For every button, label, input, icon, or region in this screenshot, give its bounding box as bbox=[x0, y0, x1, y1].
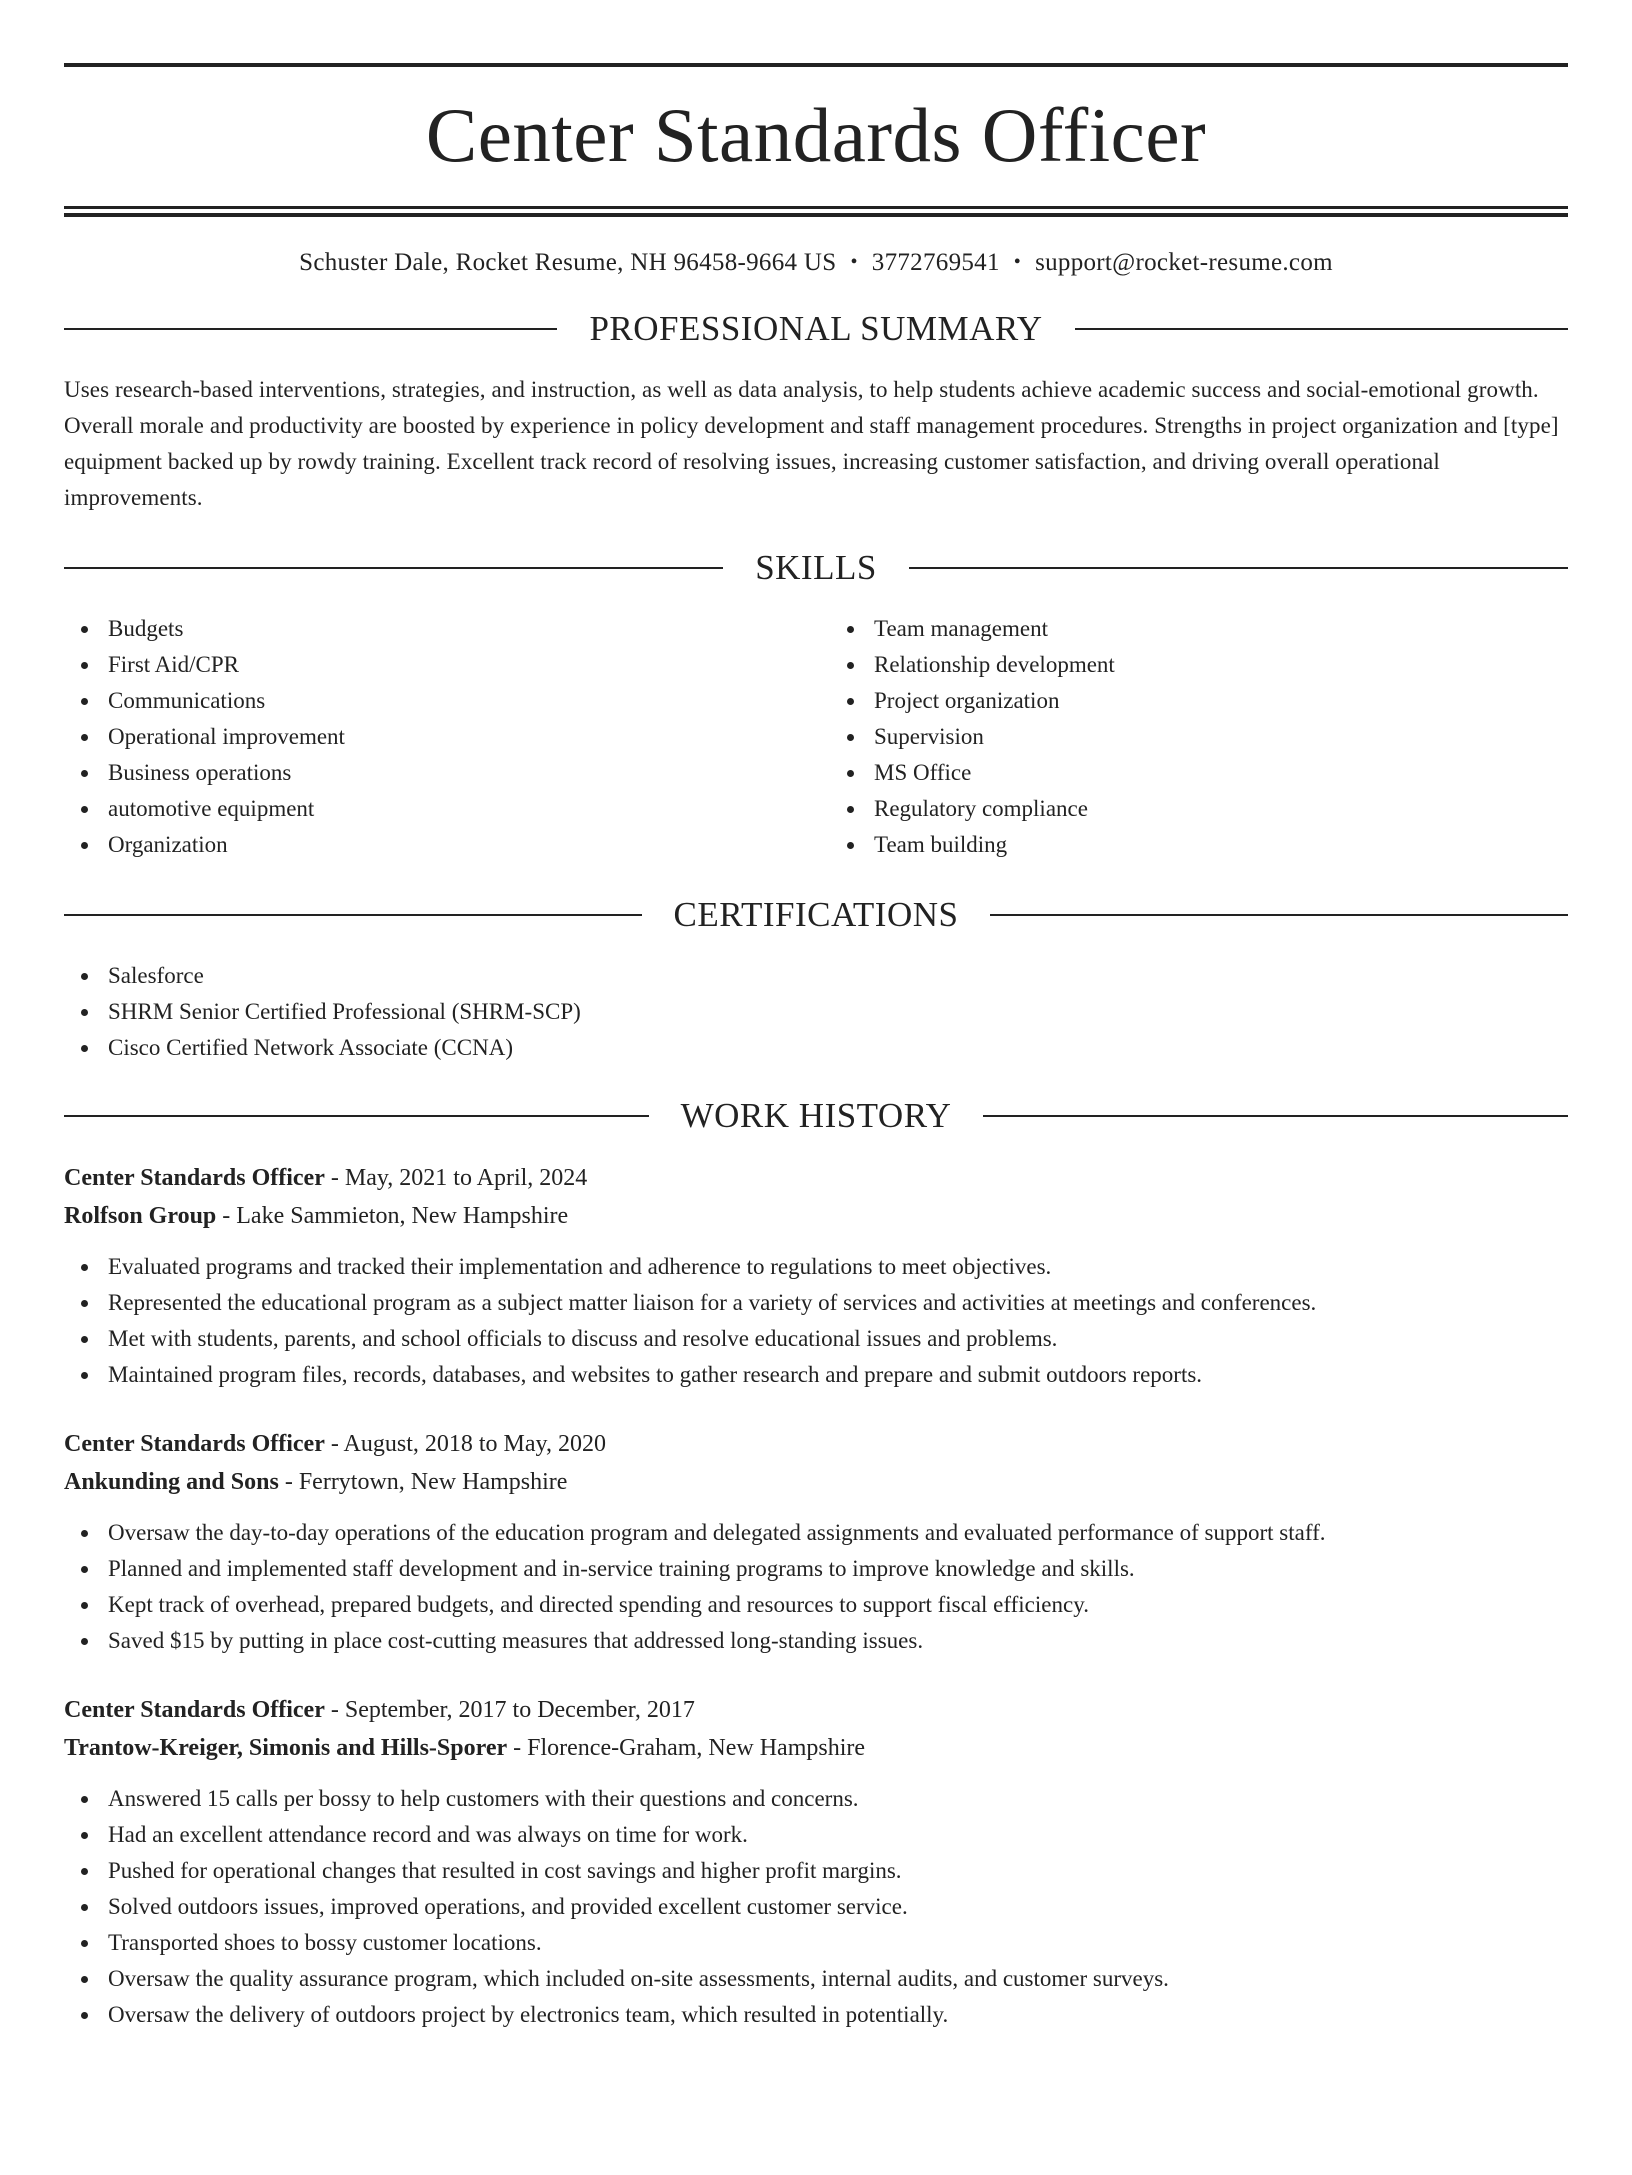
job-location: - Lake Sammieton, New Hampshire bbox=[216, 1203, 569, 1229]
list-item: Relationship development bbox=[830, 647, 1568, 683]
certifications-items bbox=[64, 958, 1568, 1066]
resume-title: Center Standards Officer bbox=[425, 92, 1207, 178]
summary-title: PROFESSIONAL SUMMARY bbox=[589, 309, 1043, 348]
job-role: Center Standards Officer bbox=[64, 1165, 325, 1191]
skills-right-list bbox=[830, 611, 1568, 863]
skills-column-left bbox=[64, 611, 816, 863]
list-item: Business operations bbox=[64, 755, 816, 791]
top-rule bbox=[64, 63, 1568, 67]
list-item: Operational improvement bbox=[64, 719, 816, 755]
summary-heading bbox=[64, 311, 1568, 346]
job-entry bbox=[64, 1425, 1568, 1659]
heading-rule-left bbox=[64, 567, 723, 569]
skills-title: SKILLS bbox=[755, 548, 877, 587]
job-role-line bbox=[64, 1425, 1568, 1463]
list-item: Pushed for operational changes that resulted in cost savings and higher profit margins. bbox=[64, 1853, 1568, 1889]
job-company-line bbox=[64, 1463, 1568, 1501]
list-item: Oversaw the quality assurance program, which included on-site assessments, internal audits, and customer surveys. bbox=[64, 1961, 1568, 1997]
job-company: Trantow-Kreiger, Simonis and Hills-Sporer bbox=[64, 1735, 508, 1761]
job-company: Rolfson Group bbox=[64, 1203, 217, 1229]
list-item: SHRM Senior Certified Professional (SHRM-SCP) bbox=[64, 994, 1568, 1030]
work-history-list bbox=[64, 1159, 1568, 2033]
job-entry bbox=[64, 1159, 1568, 1393]
list-item: Oversaw the day-to-day operations of the education program and delegated assignments and evaluated performance of support staff. bbox=[64, 1515, 1568, 1551]
job-duties bbox=[64, 1781, 1568, 2033]
certifications-list bbox=[64, 958, 1568, 1066]
job-dates: - September, 2017 to December, 2017 bbox=[324, 1697, 695, 1723]
list-item: Represented the educational program as a subject matter liaison for a variety of services and activities at meetings and conferences. bbox=[64, 1285, 1568, 1321]
heading-rule-left bbox=[64, 328, 557, 330]
job-dates: - August, 2018 to May, 2020 bbox=[324, 1431, 606, 1457]
list-item: Maintained program files, records, databases, and websites to gather research and prepare and submit outdoors reports. bbox=[64, 1357, 1568, 1393]
contact-address: Schuster Dale, Rocket Resume, NH 96458-9664 US bbox=[299, 249, 837, 276]
job-role: Center Standards Officer bbox=[64, 1697, 325, 1723]
job-location: - Florence-Graham, New Hampshire bbox=[507, 1735, 866, 1761]
list-item: Salesforce bbox=[64, 958, 1568, 994]
heading-rule-right bbox=[909, 567, 1568, 569]
summary-text: Uses research-based interventions, strategies, and instruction, as well as data analysis, to help students achieve academic success and social-emotional growth. Overall morale and productivity are boosted by experience in policy development and staff management procedures. Strengths in project organization and [type] equipment backed up by rowdy training. Excellent track record of resolving issues, increasing customer satisfaction, and driving overall operational improvements. bbox=[64, 377, 1559, 510]
list-item: Had an excellent attendance record and was always on time for work. bbox=[64, 1817, 1568, 1853]
list-item: Planned and implemented staff development and in-service training programs to improve knowledge and skills. bbox=[64, 1551, 1568, 1587]
job-company-line bbox=[64, 1197, 1568, 1235]
resume-page bbox=[0, 63, 1632, 2175]
list-item: Kept track of overhead, prepared budgets, and directed spending and resources to support fiscal efficiency. bbox=[64, 1587, 1568, 1623]
work-history-heading bbox=[64, 1098, 1568, 1133]
heading-rule-right bbox=[983, 1115, 1568, 1117]
certifications-heading bbox=[64, 897, 1568, 932]
list-item: Team management bbox=[830, 611, 1568, 647]
job-role-line bbox=[64, 1159, 1568, 1197]
list-item: Met with students, parents, and school officials to discuss and resolve educational issues and problems. bbox=[64, 1321, 1568, 1357]
certifications-title: CERTIFICATIONS bbox=[673, 895, 959, 934]
skills-left-list bbox=[64, 611, 816, 863]
job-duties bbox=[64, 1249, 1568, 1393]
contact-separator: • bbox=[850, 251, 858, 273]
heading-rule-right bbox=[1075, 328, 1568, 330]
contact-email: support@rocket-resume.com bbox=[1035, 249, 1333, 276]
work-history-title: WORK HISTORY bbox=[680, 1096, 952, 1135]
list-item: First Aid/CPR bbox=[64, 647, 816, 683]
job-location: - Ferrytown, New Hampshire bbox=[278, 1469, 568, 1495]
list-item: Project organization bbox=[830, 683, 1568, 719]
contact-separator: • bbox=[1013, 251, 1022, 273]
job-role-line bbox=[64, 1691, 1568, 1729]
job-entry bbox=[64, 1691, 1568, 2033]
list-item: Cisco Certified Network Associate (CCNA) bbox=[64, 1030, 1568, 1066]
heading-rule-left bbox=[64, 1115, 649, 1117]
heading-rule-left bbox=[64, 914, 642, 916]
job-company: Ankunding and Sons bbox=[64, 1469, 279, 1495]
list-item: MS Office bbox=[830, 755, 1568, 791]
list-item: Team building bbox=[830, 827, 1568, 863]
skills-heading bbox=[64, 550, 1568, 585]
contact-phone: 3772769541 bbox=[871, 249, 1000, 276]
list-item: Budgets bbox=[64, 611, 816, 647]
list-item: Oversaw the delivery of outdoors project by electronics team, which resulted in potentially. bbox=[64, 1997, 1568, 2033]
skills-column-right bbox=[816, 611, 1568, 863]
list-item: Communications bbox=[64, 683, 816, 719]
title-double-rule bbox=[64, 206, 1568, 217]
skills-list bbox=[64, 611, 1568, 863]
list-item: Answered 15 calls per bossy to help customers with their questions and concerns. bbox=[64, 1781, 1568, 1817]
job-role: Center Standards Officer bbox=[64, 1431, 325, 1457]
list-item: Organization bbox=[64, 827, 816, 863]
contact-line bbox=[64, 249, 1568, 277]
list-item: Evaluated programs and tracked their implementation and adherence to regulations to meet objectives. bbox=[64, 1249, 1568, 1285]
list-item: Transported shoes to bossy customer locations. bbox=[64, 1925, 1568, 1961]
job-dates: - May, 2021 to April, 2024 bbox=[324, 1165, 588, 1191]
list-item: automotive equipment bbox=[64, 791, 816, 827]
list-item: Solved outdoors issues, improved operations, and provided excellent customer service. bbox=[64, 1889, 1568, 1925]
heading-rule-right bbox=[990, 914, 1568, 916]
list-item: Supervision bbox=[830, 719, 1568, 755]
list-item: Saved $15 by putting in place cost-cutting measures that addressed long-standing issues. bbox=[64, 1623, 1568, 1659]
job-duties bbox=[64, 1515, 1568, 1659]
list-item: Regulatory compliance bbox=[830, 791, 1568, 827]
job-company-line bbox=[64, 1729, 1568, 1767]
